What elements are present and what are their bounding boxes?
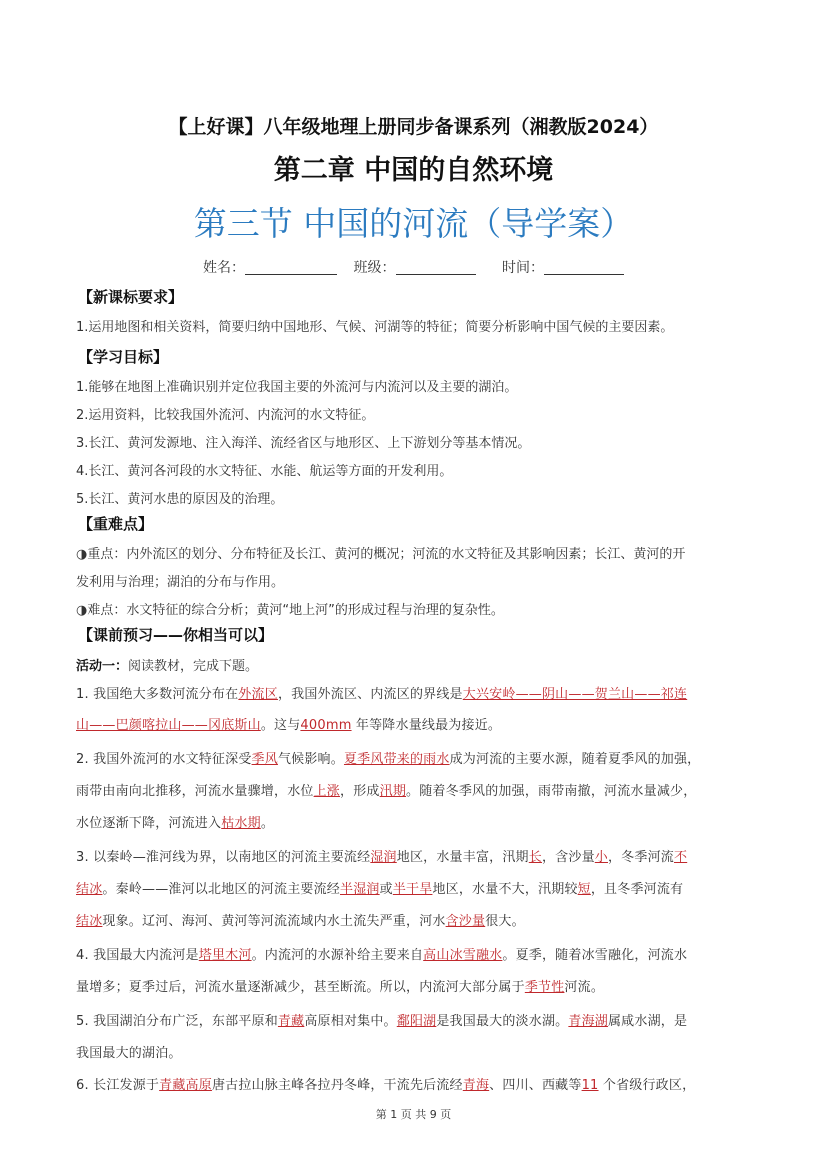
series-title: 【上好课】八年级地理上册同步备课系列（湘教版2024）	[168, 116, 659, 138]
answer-blank: 湿润	[370, 850, 397, 865]
answer-blank: 400mm	[300, 718, 352, 733]
objective-item: 4.长江、黄河各河段的水文特征、水能、航运等方面的开发利用。	[76, 464, 453, 479]
activity-text: 阅读教材，完成下题。	[128, 659, 259, 674]
answer-blank: 枯水期	[221, 816, 261, 831]
objective-item: 3.长江、黄河发源地、注入海洋、流经省区与地形区、上下游划分等基本情况。	[76, 436, 531, 451]
question-2-line-1: 2. 我国外流河的水文特征深受季风气候影响。夏季风带来的雨水成为河流的主要水源，随着夏季风的加强，	[76, 752, 701, 767]
answer-blank: 半湿润	[340, 882, 380, 897]
answer-blank: 汛期	[379, 784, 407, 799]
answer-blank: 高山冰雪融水	[423, 948, 503, 963]
answer-blank: 半干旱	[392, 882, 433, 897]
question-4-line-2: 量增多；夏季过后，河流水量逐渐减少，甚至断流。所以，内流河大部分属于季节性河流。	[76, 980, 605, 995]
difficult-point-line: ◑难点：水文特征的综合分析；黄河“地上河”的形成过程与治理的复杂性。	[76, 603, 504, 618]
question-3-line-2: 结冰。秦岭——淮河以北地区的河流主要流经半湿润或半干旱地区，水量不大，汛期较短，且冬季河流有	[76, 882, 684, 897]
answer-blank: 11	[581, 1078, 599, 1093]
answer-blank: 青海湖	[568, 1014, 608, 1029]
page-footer: 第 1 页 共 9 页	[375, 1108, 452, 1121]
answer-blank: 季节性	[524, 980, 565, 995]
key-point-line: ◑重点：内外流区的划分、分布特征及长江、黄河的概况；河流的水文特征及其影响因素；长江、黄河的开	[76, 547, 686, 562]
answer-blank: 结冰	[76, 882, 103, 897]
time-label: 时间：	[501, 260, 544, 276]
question-3-line-3: 结冰现象。辽河、海河、黄河等河流流域内水土流失严重，河水含沙量很大。	[76, 914, 525, 929]
answer-blank: 小	[594, 850, 608, 865]
question-2-line-3: 水位逐渐下降，河流进入枯水期。	[76, 816, 275, 831]
question-1-line-1: 1. 我国绝大多数河流分布在外流区，我国外流区、内流区的界线是大兴安岭——阴山——贺兰山——祁连	[76, 687, 688, 702]
answer-blank: 塔里木河	[198, 948, 252, 963]
objective-item: 2.运用资料，比较我国外流河、内流河的水文特征。	[76, 408, 375, 423]
key-points-heading: 【重难点】	[78, 515, 154, 533]
section-title: 第三节 中国的河流（导学案）	[193, 204, 634, 243]
activity-line	[76, 655, 258, 674]
answer-blank: 青海	[462, 1078, 490, 1093]
chapter-title: 第二章 中国的自然环境	[273, 155, 554, 186]
answer-blank: 外流区	[238, 687, 278, 702]
question-6-line-1: 6. 长江发源于青藏高原唐古拉山脉主峰各拉丹冬峰，干流先后流经青海、四川、西藏等11 个省级行政区，	[76, 1078, 696, 1093]
student-info-row	[0, 257, 827, 277]
standards-item: 1.运用地图和相关资料，简要归纳中国地形、气候、河湖等的特征；简要分析影响中国气候的主要因素。	[76, 320, 674, 335]
answer-blank: 含沙量	[445, 914, 486, 929]
answer-blank: 不	[674, 850, 688, 865]
name-label: 姓名：	[203, 260, 246, 276]
standards-heading: 【新课标要求】	[78, 288, 184, 306]
objectives-heading: 【学习目标】	[78, 348, 169, 366]
answer-blank: 青藏	[277, 1014, 305, 1029]
answer-blank: 短	[577, 882, 591, 897]
question-4-line-1: 4. 我国最大内流河是塔里木河。内流河的水源补给主要来自高山冰雪融水。夏季，随着冰雪融化，河流水	[76, 948, 688, 963]
answer-blank: 结冰	[76, 914, 103, 929]
answer-blank: 上涨	[313, 784, 341, 799]
objective-item: 1.能够在地图上准确识别并定位我国主要的外流河与内流河以及主要的湖泊。	[76, 380, 518, 395]
activity-label: 活动一：	[76, 659, 129, 674]
question-3-line-1: 3. 以秦岭—淮河线为界，以南地区的河流主要流经湿润地区，水量丰富，汛期长，含沙量小，冬季河流不	[76, 850, 688, 865]
answer-blank: 大兴安岭——阴山——贺兰山——祁连	[462, 687, 688, 702]
answer-blank: 青藏高原	[159, 1078, 212, 1093]
answer-blank: 山——巴颜喀拉山——冈底斯山	[76, 718, 261, 733]
key-point-line: 发利用与治理；湖泊的分布与作用。	[76, 575, 285, 590]
preview-heading: 【课前预习——你相当可以】	[78, 626, 274, 644]
objective-item: 5.长江、黄河水患的原因及的治理。	[76, 492, 284, 507]
answer-blank: 鄱阳湖	[396, 1014, 437, 1029]
question-2-line-2: 雨带由南向北推移，河流水量骤增，水位上涨，形成汛期。随着冬季风的加强，雨带南撤，河流水量减少，	[76, 784, 697, 799]
class-label: 班级：	[353, 260, 396, 276]
question-1-line-2: 山——巴颜喀拉山——冈底斯山。这与400mm 年等降水量线最为接近。	[76, 718, 502, 733]
name-blank	[245, 260, 337, 275]
answer-blank: 季风	[251, 752, 278, 767]
question-5-line-2: 我国最大的湖泊。	[76, 1046, 182, 1061]
answer-blank: 长	[528, 850, 542, 865]
answer-blank: 夏季风带来的雨水	[343, 752, 450, 767]
time-blank	[544, 260, 624, 275]
class-blank	[396, 260, 476, 275]
question-5-line-1: 5. 我国湖泊分布广泛，东部平原和青藏高原相对集中。鄱阳湖是我国最大的淡水湖。青海湖属咸水湖，是	[76, 1014, 688, 1029]
